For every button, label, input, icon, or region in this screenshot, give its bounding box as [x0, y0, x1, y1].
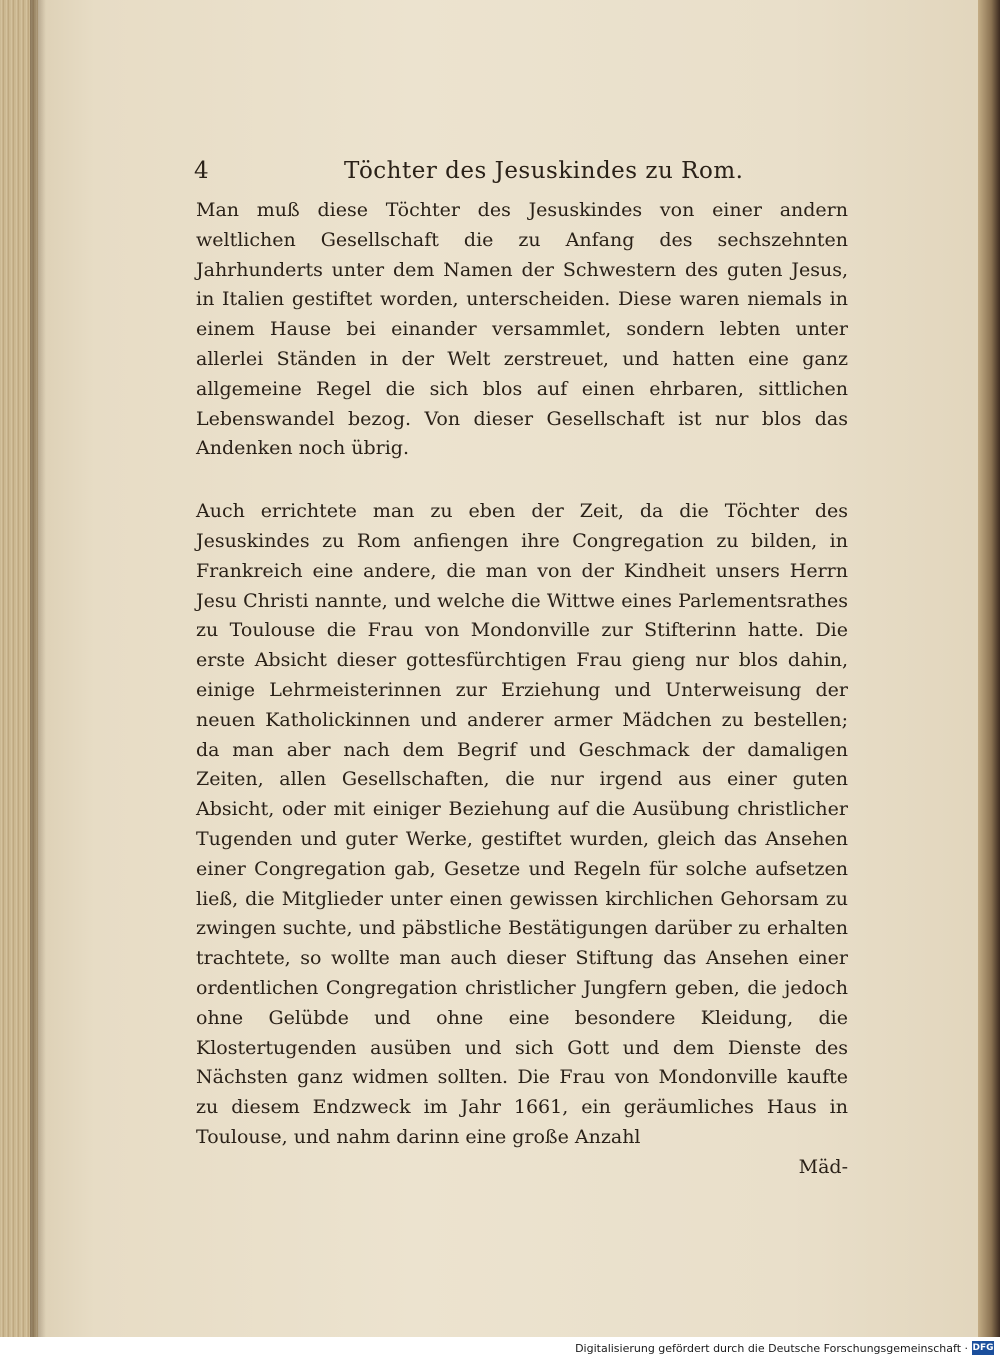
catchword: Mäd- — [798, 1155, 848, 1178]
paragraph-1: Man muß diese Töchter des Jesuskindes von einer andern weltlichen Gesellschaft die zu Anfang des sechszehnten Jahrhunderts unter dem Namen der Schwestern des guten Jesus, in Italien gestiftet worden, unterscheiden. Diese waren niemals in einem Hause bei einander versammlet, sondern lebten unter allerlei Ständen in der Welt zerstreuet, und hatten eine ganz allgemeine Regel die sich blos auf einen ehrbaren, sittlichen Lebenswandel bezog. Von dieser Gesellschaft ist nur blos das Andenken noch übrig. — [196, 199, 848, 460]
digitization-footer — [0, 1337, 1000, 1359]
right-page-edge — [978, 0, 1000, 1337]
page-number: 4 — [194, 158, 209, 184]
dfg-logo-icon: DFG — [972, 1343, 994, 1353]
gutter-shadow — [30, 0, 46, 1337]
footer-credit: Digitalisierung gefördert durch die Deutsche Forschungsgemeinschaft · — [575, 1341, 968, 1355]
page-header — [196, 156, 848, 192]
text-block — [196, 156, 848, 1183]
running-title: Töchter des Jesuskindes zu Rom. — [344, 158, 744, 184]
paragraph-2: Auch errichtete man zu eben der Zeit, da die Töchter des Jesuskindes zu Rom anfiengen ihre Congregation zu bilden, in Frankreich eine andere, die man von der Kindheit unsers Herrn Jesu Christi nannte, und welche die Wittwe eines Parlementsrathes zu Toulouse die Frau von Mondonville zur Stifterinn hatte. Die erste Absicht dieser gottesfürchtigen Frau gieng nur blos dahin, einige Lehrmeisterinnen zur Erziehung und Unterweisung der neuen Katholickinnen und anderer armer Mädchen zu bestellen; da man aber nach dem Begrif und Geschmack der damaligen Zeiten, allen Gesellschaften, die nur irgend aus einer guten Absicht, oder mit einiger Beziehung auf die Ausübung christlicher Tugenden und guter Werke, gestiftet wurden, gleich das Ansehen einer Congregation gab, Gesetze und Regeln für solche aufsetzen ließ, die Mitglieder unter einen gewissen kirchlichen Gehorsam zu zwingen suchte, und päbstliche Bestätigungen darüber zu erhalten trachtete, so wollte man auch dieser Stiftung das Ansehen einer ordentlichen Congregation christlicher Jungfern geben, die jedoch ohne Gelübde und ohne eine besondere Kleidung, die Klostertugenden ausüben und sich Gott und dem Dienste des Nächsten ganz widmen sollten. Die Frau von Mondonville kaufte zu diesem Endzweck im Jahr 1661, ein geräumliches Haus in Toulouse, und nahm darinn eine große Anzahl — [196, 500, 848, 1148]
